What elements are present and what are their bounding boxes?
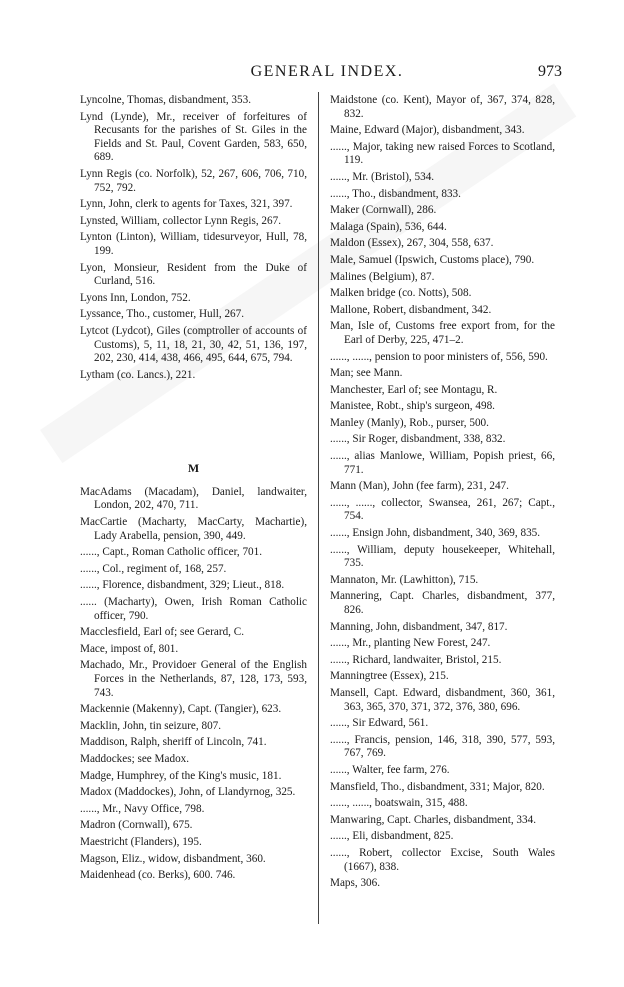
index-entry: Manningtree (Essex), 215. <box>330 670 449 683</box>
index-entry: Lytcot (Lydcot), Giles (comptroller of accounts of Customs), 5, 11, 18, 21, 30, 42, 51, 136, 197, 202, 230, 414, 438, 466, 495, 644, 675, 794. <box>80 324 307 365</box>
index-entry: ......, Walter, fee farm, 276. <box>330 763 450 776</box>
index-entry: Manchester, Earl of; see Montagu, R. <box>330 383 498 396</box>
index-entry: ......, Florence, disbandment, 329; Lieut., 818. <box>80 579 285 592</box>
index-entry: Macklin, John, tin seizure, 807. <box>80 719 222 732</box>
index-entry: Mallone, Robert, disbandment, 342. <box>330 303 492 316</box>
index-entry: MacCartie (Macharty, MacCarty, Machartie), Lady Arabella, pension, 390, 449. <box>80 516 307 542</box>
index-entry: Malken bridge (co. Notts), 508. <box>330 287 472 300</box>
index-entry: Manistee, Robt., ship's surgeon, 498. <box>330 400 495 413</box>
index-entry: Malaga (Spain), 536, 644. <box>330 220 447 233</box>
index-entry: ......, Eli, disbandment, 825. <box>330 830 454 843</box>
section-letter: M <box>187 461 200 476</box>
index-entry: Lynsted, William, collector Lynn Regis, 267. <box>80 214 282 227</box>
index-entry: Man, Isle of, Customs free export from, for the Earl of Derby, 225, 471–2. <box>330 320 555 346</box>
index-entry: Manley (Manly), Rob., purser, 500. <box>330 416 489 429</box>
index-entry: ......, Mr., Navy Office, 798. <box>80 802 205 815</box>
index-entry: Mannering, Capt. Charles, disbandment, 377, 826. <box>330 590 555 616</box>
index-entry: Lytham (co. Lancs.), 221. <box>80 368 196 381</box>
index-entry: Lyon, Monsieur, Resident from the Duke of Curland, 516. <box>80 261 307 288</box>
index-entry: Macclesfield, Earl of; see Gerard, C. <box>80 626 245 639</box>
index-entry: ......, Francis, pension, 146, 318, 390, 577, 593, 767, 769. <box>330 733 555 760</box>
index-entry: MacAdams (Macadam), Daniel, landwaiter, London, 202, 470, 711. <box>80 485 307 512</box>
index-entry: ......, alias Manlowe, William, Popish priest, 66, 771. <box>330 450 555 476</box>
index-entry: Madron (Cornwall), 675. <box>80 819 193 832</box>
column-divider <box>318 92 319 924</box>
index-entry: Lyssance, Tho., customer, Hull, 267. <box>80 308 245 321</box>
index-entry: Madox (Maddockes), John, of Llandyrnog, 325. <box>80 786 296 799</box>
index-entry: Machado, Mr., Providoer General of the English Forces in the Netherlands, 87, 128, 173, 593, 743. <box>80 659 307 699</box>
index-entry: Mannaton, Mr. (Lawhitton), 715. <box>330 573 479 586</box>
index-entry: Maker (Cornwall), 286. <box>330 204 437 217</box>
running-title: GENERAL INDEX. <box>250 63 404 80</box>
left-column <box>80 94 307 886</box>
index-entry: ......, ......, pension to poor ministers of, 556, 590. <box>330 350 548 363</box>
index-entry: Lynn, John, clerk to agents for Taxes, 321, 397. <box>80 198 293 211</box>
index-entry: ......, Sir Edward, 561. <box>330 717 429 730</box>
index-entry: ......, Robert, collector Excise, South Wales (1667), 838. <box>330 846 555 873</box>
index-entry: ......, Richard, landwaiter, Bristol, 215. <box>330 653 502 666</box>
index-entry: ......, William, deputy housekeeper, Whitehall, 735. <box>330 543 555 570</box>
index-entry: Magson, Eliz., widow, disbandment, 360. <box>80 852 266 865</box>
index-entry: ......, Capt., Roman Catholic officer, 701. <box>80 546 263 559</box>
left-entries <box>80 94 307 382</box>
index-entry: Mackennie (Makenny), Capt. (Tangier), 623. <box>80 703 282 716</box>
index-entry: ...... (Macharty), Owen, Irish Roman Catholic officer, 790. <box>80 596 307 622</box>
page-header <box>0 63 624 85</box>
index-entry: ......, Ensign John, disbandment, 340, 369, 835. <box>330 527 541 540</box>
index-entry: Lynton (Linton), William, tidesurveyor, Hull, 78, 199. <box>80 231 307 257</box>
page-number: 973 <box>538 63 562 80</box>
index-entry: Maps, 306. <box>330 877 381 890</box>
index-entry: Manwaring, Capt. Charles, disbandment, 334. <box>330 813 537 826</box>
index-entry: ......, Tho., disbandment, 833. <box>330 187 461 200</box>
right-entries <box>330 94 555 891</box>
index-entry: Mansell, Capt. Edward, disbandment, 360, 361, 363, 365, 370, 371, 372, 376, 380, 696. <box>330 686 555 713</box>
index-entry: Man; see Mann. <box>330 367 403 380</box>
left-m-entries <box>80 486 307 883</box>
index-entry: Maldon (Essex), 267, 304, 558, 637. <box>330 237 494 250</box>
index-entry: Madge, Humphrey, of the King's music, 181. <box>80 769 282 782</box>
index-entry: Mann (Man), John (fee farm), 231, 247. <box>330 480 509 493</box>
index-entry: ......, Mr. (Bristol), 534. <box>330 170 435 183</box>
index-entry: Lynn Regis (co. Norfolk), 52, 267, 606, 706, 710, 752, 792. <box>80 167 307 194</box>
index-entry: Manning, John, disbandment, 347, 817. <box>330 620 508 633</box>
index-entry: Mace, impost of, 801. <box>80 642 179 655</box>
index-entry: ......, Mr., planting New Forest, 247. <box>330 637 491 650</box>
index-entry: ......, Major, taking new raised Forces to Scotland, 119. <box>330 140 555 167</box>
index-entry: ......, Col., regiment of, 168, 257. <box>80 562 227 575</box>
index-entry: ......, ......, boatswain, 315, 488. <box>330 797 468 810</box>
index-entry: ......, ......, collector, Swansea, 261, 267; Capt., 754. <box>330 496 555 523</box>
index-entry: Lyons Inn, London, 752. <box>80 291 191 304</box>
index-entry: Maestricht (Flanders), 195. <box>80 835 202 848</box>
index-entry: Lyncolne, Thomas, disbandment, 353. <box>80 94 252 106</box>
right-column <box>330 94 555 894</box>
index-entry: Mansfield, Tho., disbandment, 331; Major, 820. <box>330 780 545 793</box>
index-entry: Malines (Belgium), 87. <box>330 270 435 283</box>
index-entry: Maidstone (co. Kent), Mayor of, 367, 374, 828, 832. <box>330 94 555 120</box>
index-entry: ......, Sir Roger, disbandment, 338, 832. <box>330 433 506 446</box>
index-entry: Male, Samuel (Ipswich, Customs place), 790. <box>330 253 535 266</box>
index-entry: Maddison, Ralph, sheriff of Lincoln, 741. <box>80 736 267 749</box>
index-entry: Lynd (Lynde), Mr., receiver of forfeitures of Recusants for the parishes of St. Giles in the Fields and St. Paul, Covent Garden, 583, 650, 689. <box>80 110 307 164</box>
index-entry: Maidenhead (co. Berks), 600. 746. <box>80 869 236 882</box>
index-entry: Maine, Edward (Major), disbandment, 343. <box>330 124 525 137</box>
index-entry: Maddockes; see Madox. <box>80 752 190 765</box>
